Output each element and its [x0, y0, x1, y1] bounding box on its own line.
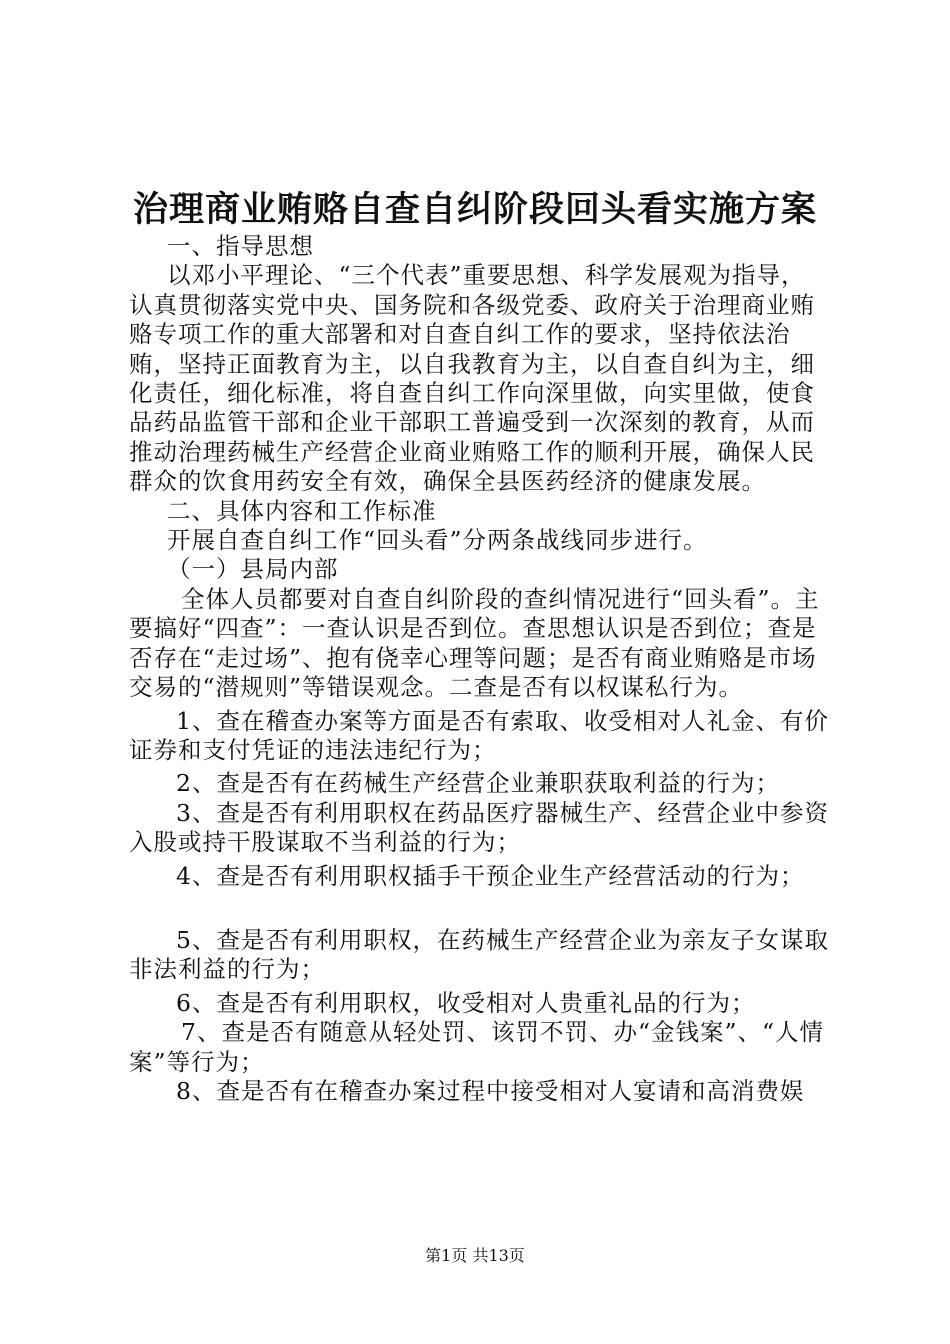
list-item-4: 4、查是否有利用职权插手干预企业生产经营活动的行为；	[176, 861, 805, 890]
list-item-6: 6、查是否有利用职权，收受相对人贵重礼品的行为；	[176, 988, 756, 1017]
document-body	[129, 232, 829, 1106]
paragraph-guiding-ideology: 以邓小平理论、“三个代表”重要思想、科学发展观为指导，认真贯彻落实党中央、国务院和各级党委、政府关于治理商业贿赂专项工作的重大部署和对自查自纠工作的要求，坚持依法治贿，坚持正面教育为主，以自我教育为主，以自查自纠为主，细化责任，细化标准，将自查自纠工作向深里做，向实里做，使食品药品监管干部和企业干部职工普遍受到一次深刻的教育，从而推动治理药械生产经营企业商业贿赂工作的顺利开展，确保人民群众的饮食用药安全有效，确保全县医药经济的健康发展。	[129, 261, 815, 496]
document-title: 治理商业贿赂自查自纠阶段回头看实施方案	[132, 189, 817, 230]
page-footer: 第1页 共13页	[425, 1246, 525, 1265]
subsection-heading-1: （一）县局内部	[167, 555, 339, 584]
list-item-8: 8、查是否有在稽查办案过程中接受相对人宴请和高消费娱	[176, 1076, 805, 1105]
list-item-3: 3、查是否有利用职权在药品医疗器械生产、经营企业中参资入股或持干股谋取不当利益的行为；	[129, 798, 829, 857]
paragraph-two-fronts: 开展自查自纠工作“回头看”分两条战线同步进行。	[167, 526, 708, 555]
list-item-5: 5、查是否有利用职权，在药械生产经营企业为亲友子女谋取非法利益的行为；	[129, 925, 829, 984]
section-heading-2: 二、具体内容和工作标准	[167, 496, 437, 525]
paragraph-four-checks: 全体人员都要对自查自纠阶段的查纠情况进行“回头看”。主要搞好“四查”：一查认识是否到位。查思想认识是否到位；查是否存在“走过场”、抱有侥幸心理等问题；是否有商业贿赂是市场交易的“潜规则”等错误观念。二查是否有以权谋私行为。	[129, 584, 820, 702]
section-heading-1: 一、指导思想	[167, 232, 314, 260]
list-item-7: 7、查是否有随意从轻处罚、该罚不罚、办“金钱案”、“人情案”等行为；	[129, 1018, 824, 1076]
list-item-2: 2、查是否有在药械生产经营企业兼职获取利益的行为；	[176, 769, 780, 798]
list-item-1: 1、查在稽查办案等方面是否有索取、收受相对人礼金、有价证券和支付凭证的违法违纪行为；	[129, 706, 829, 764]
